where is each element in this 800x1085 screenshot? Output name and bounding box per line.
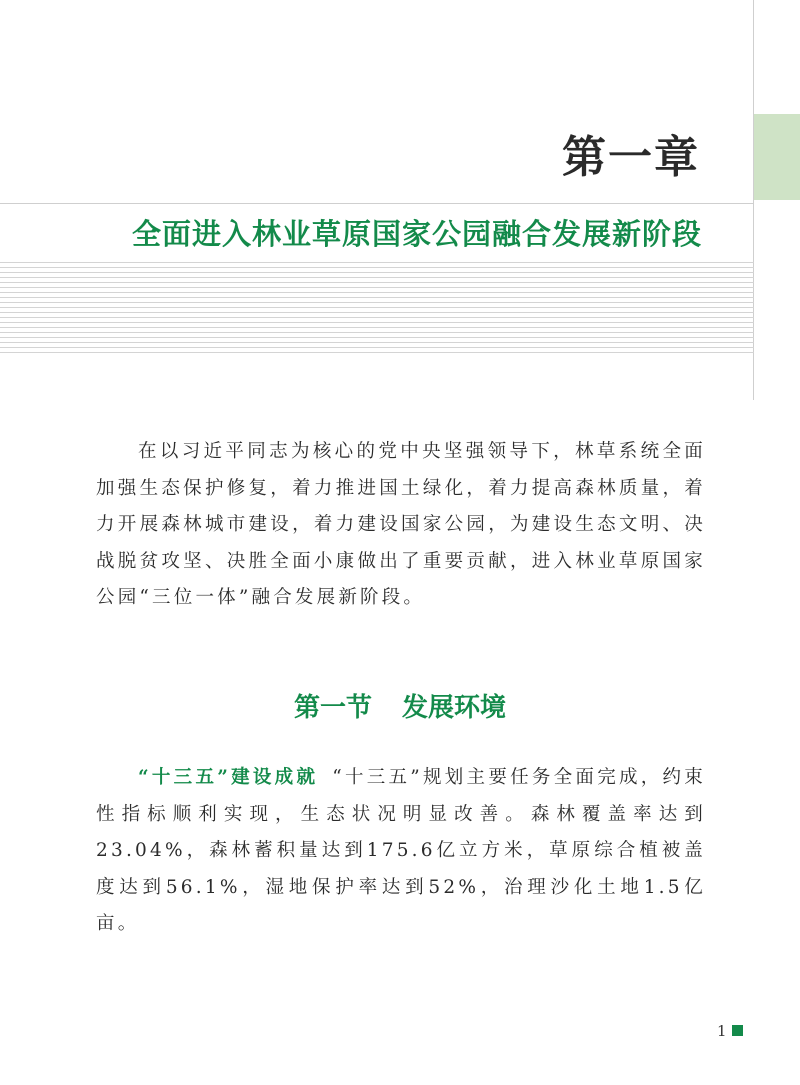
page-marker-square bbox=[732, 1025, 743, 1036]
chapter-subtitle: 全面进入林业草原国家公园融合发展新阶段 bbox=[131, 217, 702, 251]
chapter-title: 第一章 bbox=[562, 132, 700, 183]
paragraph-lead: “十三五”建设成就 bbox=[138, 767, 319, 788]
page-number: 1 bbox=[717, 1022, 727, 1040]
paragraph-text: “十三五”规划主要任务全面完成，约束性指标顺利实现，生态状况明显改善。森林覆盖率达到23.04%，森林蓄积量达到175.6亿立方米，草原综合植被盖度达到56.1%，湿地保护率达到52%，治理沙化土地1.5亿亩。 bbox=[96, 767, 706, 934]
body-paragraph bbox=[96, 760, 706, 943]
decorative-stripes bbox=[0, 262, 754, 356]
title-divider bbox=[0, 203, 754, 204]
section-name: 发展环境 bbox=[402, 693, 507, 723]
section-heading bbox=[0, 688, 800, 728]
section-number: 第一节 bbox=[293, 693, 372, 723]
intro-paragraph: 在以习近平同志为核心的党中央坚强领导下，林草系统全面加强生态保护修复，着力推进国土绿化，着力提高森林质量，着力开展森林城市建设，着力建设国家公园，为建设生态文明、决战脱贫攻坚、决胜全面小康做出了重要贡献，进入林业草原国家公园“三位一体”融合发展新阶段。 bbox=[96, 441, 706, 608]
chapter-tab-marker bbox=[754, 114, 800, 200]
